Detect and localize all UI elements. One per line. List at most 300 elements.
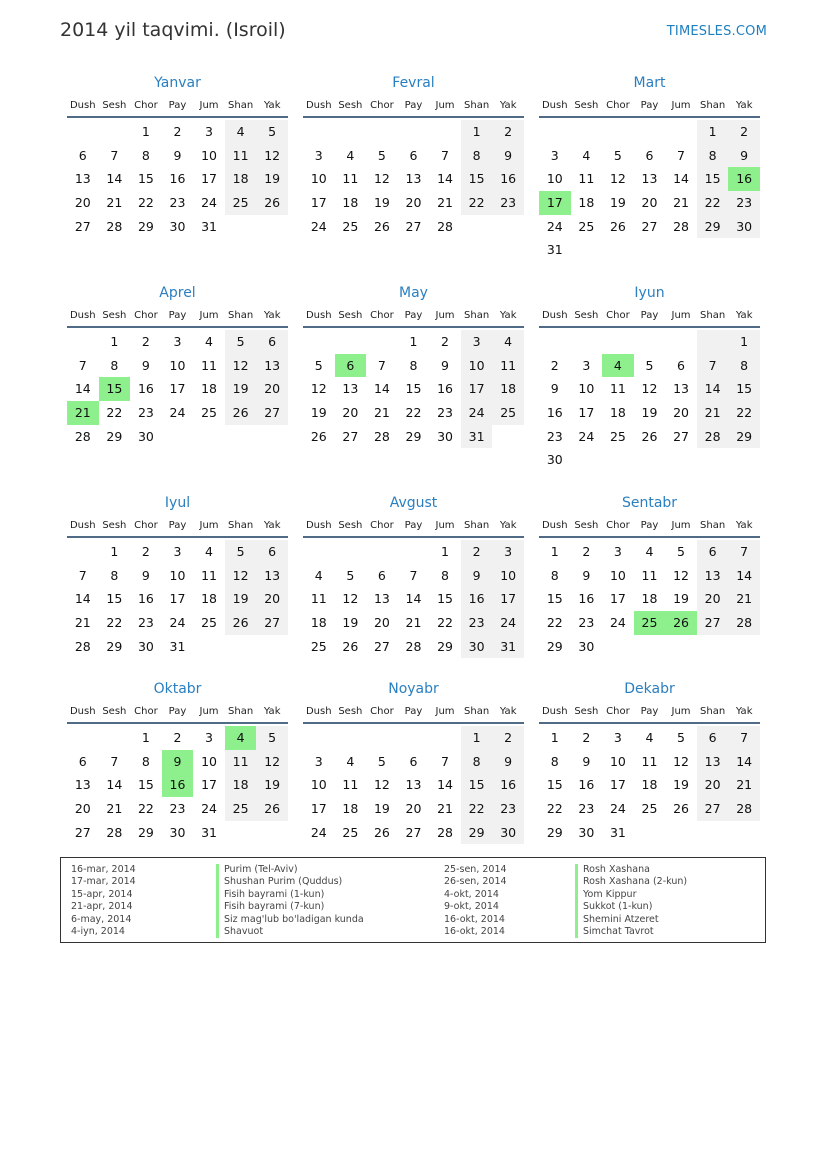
day-cell: 26 bbox=[373, 218, 390, 234]
weekday-label: Jum bbox=[435, 706, 455, 717]
weekday-label: Dush bbox=[305, 310, 332, 321]
weekday-label: Yak bbox=[735, 520, 753, 531]
day-cell: 18 bbox=[609, 405, 626, 421]
day-cell: 25 bbox=[225, 797, 257, 821]
day-cell: 12 bbox=[225, 354, 257, 378]
empty-day-cell bbox=[461, 215, 493, 239]
day-cell: 25 bbox=[201, 615, 217, 631]
empty-day-cell bbox=[429, 726, 461, 750]
empty-day-cell bbox=[602, 120, 634, 144]
weekday-label: Dush bbox=[69, 706, 96, 717]
day-cell: 5 bbox=[225, 330, 257, 354]
holiday-day-cell: 9 bbox=[162, 750, 194, 774]
empty-day-cell bbox=[728, 238, 760, 262]
day-cell: 2 bbox=[582, 730, 591, 745]
weekday-label: Chor bbox=[134, 310, 158, 321]
day-cell: 14 bbox=[437, 777, 453, 793]
day-cell: 21 bbox=[437, 801, 453, 817]
days-grid bbox=[539, 330, 760, 472]
day-cell: 3 bbox=[205, 730, 213, 745]
day-cell: 24 bbox=[578, 428, 595, 444]
day-cell: 18 bbox=[201, 591, 217, 607]
empty-day-cell bbox=[335, 330, 367, 354]
legend-name: Shushan Purim (Quddus) bbox=[224, 876, 343, 888]
day-cell: 11 bbox=[201, 357, 217, 373]
day-cell: 22 bbox=[437, 615, 453, 631]
day-cell: 24 bbox=[169, 615, 186, 631]
legend-date: 6-may, 2014 bbox=[71, 913, 132, 925]
day-cell: 13 bbox=[697, 750, 729, 774]
day-cell: 22 bbox=[106, 615, 123, 631]
day-cell: 4 bbox=[205, 544, 213, 559]
weekday-label: Yak bbox=[499, 100, 517, 111]
empty-day-cell bbox=[728, 635, 760, 659]
day-cell: 24 bbox=[492, 611, 524, 635]
day-cell: 13 bbox=[74, 777, 91, 793]
day-cell: 20 bbox=[405, 801, 422, 817]
day-cell: 31 bbox=[546, 242, 563, 258]
day-cell: 14 bbox=[106, 777, 123, 793]
day-cell: 6 bbox=[645, 147, 654, 163]
month-aprel bbox=[67, 284, 288, 494]
empty-day-cell bbox=[303, 330, 335, 354]
day-cell: 19 bbox=[310, 405, 327, 421]
legend-name: Purim (Tel-Aviv) bbox=[224, 864, 298, 875]
day-cell: 8 bbox=[550, 567, 559, 583]
day-cell: 11 bbox=[492, 354, 524, 378]
empty-day-cell bbox=[665, 635, 697, 659]
month-name: Noyabr bbox=[388, 681, 439, 697]
month-iyun bbox=[539, 284, 760, 494]
day-cell: 5 bbox=[346, 567, 355, 583]
day-cell: 3 bbox=[461, 330, 493, 354]
day-cell: 26 bbox=[373, 824, 390, 840]
day-cell: 9 bbox=[728, 144, 760, 168]
weekday-label: Pay bbox=[168, 706, 187, 717]
holiday-day-cell: 4 bbox=[602, 354, 634, 378]
day-cell: 8 bbox=[461, 750, 493, 774]
holiday-day-cell: 17 bbox=[539, 191, 571, 215]
legend-right-dates bbox=[444, 864, 507, 938]
day-cell: 1 bbox=[141, 124, 150, 139]
day-cell: 17 bbox=[461, 377, 493, 401]
day-cell: 23 bbox=[169, 195, 186, 211]
day-cell: 16 bbox=[578, 591, 595, 607]
day-cell: 22 bbox=[405, 405, 422, 421]
day-cell: 25 bbox=[225, 191, 257, 215]
legend-date: 25-sen, 2014 bbox=[444, 864, 507, 875]
day-cell: 20 bbox=[673, 405, 689, 421]
day-cell: 12 bbox=[673, 567, 689, 583]
day-cell: 10 bbox=[169, 567, 186, 583]
day-cell: 21 bbox=[728, 773, 760, 797]
day-cell: 7 bbox=[409, 567, 418, 583]
day-cell: 10 bbox=[609, 567, 626, 583]
legend-name: Rosh Xashana (2-kun) bbox=[583, 876, 688, 888]
day-cell: 11 bbox=[225, 144, 257, 168]
weekday-label: Dush bbox=[541, 706, 568, 717]
day-cell: 29 bbox=[137, 824, 154, 840]
day-cell: 22 bbox=[546, 801, 563, 817]
day-cell: 17 bbox=[609, 777, 626, 793]
empty-day-cell bbox=[335, 540, 367, 564]
day-cell: 27 bbox=[673, 428, 689, 444]
day-cell: 26 bbox=[256, 797, 288, 821]
day-cell: 27 bbox=[342, 428, 359, 444]
days-grid bbox=[539, 726, 760, 844]
day-cell: 13 bbox=[673, 381, 689, 397]
empty-day-cell bbox=[67, 540, 99, 564]
legend-date: 4-okt, 2014 bbox=[444, 888, 499, 900]
day-cell: 29 bbox=[405, 428, 422, 444]
day-cell: 31 bbox=[201, 824, 217, 840]
day-cell: 7 bbox=[697, 354, 729, 378]
day-cell: 17 bbox=[609, 591, 626, 607]
weekday-label: Chor bbox=[606, 100, 630, 111]
day-cell: 18 bbox=[641, 591, 658, 607]
empty-day-cell bbox=[366, 540, 398, 564]
day-cell: 17 bbox=[310, 801, 327, 817]
day-cell: 15 bbox=[461, 773, 493, 797]
weekday-label: Sesh bbox=[102, 520, 127, 531]
day-cell: 21 bbox=[728, 587, 760, 611]
weekday-label: Dush bbox=[305, 706, 332, 717]
day-cell: 4 bbox=[346, 147, 355, 163]
day-cell: 14 bbox=[728, 564, 760, 588]
day-cell: 20 bbox=[256, 377, 288, 401]
days-grid bbox=[539, 120, 760, 262]
day-cell: 14 bbox=[728, 750, 760, 774]
day-cell: 20 bbox=[641, 195, 658, 211]
day-cell: 6 bbox=[697, 726, 729, 750]
weekday-label: Jum bbox=[199, 520, 219, 531]
month-mart bbox=[539, 74, 760, 284]
day-cell: 12 bbox=[342, 591, 359, 607]
legend-left-dates bbox=[71, 864, 136, 938]
days-grid bbox=[67, 726, 288, 844]
weekday-label: Sesh bbox=[102, 706, 127, 717]
day-cell: 16 bbox=[578, 777, 595, 793]
empty-day-cell bbox=[303, 120, 335, 144]
day-cell: 29 bbox=[697, 215, 729, 239]
day-cell: 10 bbox=[169, 357, 186, 373]
day-cell: 12 bbox=[373, 171, 390, 187]
empty-day-cell bbox=[366, 726, 398, 750]
legend-name: Shavuot bbox=[224, 925, 264, 937]
day-cell: 2 bbox=[492, 726, 524, 750]
empty-day-cell bbox=[571, 120, 603, 144]
day-cell: 13 bbox=[256, 564, 288, 588]
month-dekabr bbox=[539, 680, 760, 860]
weekday-label: Sesh bbox=[102, 100, 127, 111]
weekday-label: Dush bbox=[305, 520, 332, 531]
day-cell: 9 bbox=[582, 753, 591, 769]
weekday-label: Jum bbox=[435, 100, 455, 111]
weekday-label: Chor bbox=[370, 520, 394, 531]
day-cell: 22 bbox=[106, 405, 123, 421]
weekday-label: Chor bbox=[134, 706, 158, 717]
weekday-label: Shan bbox=[464, 706, 490, 717]
day-cell: 21 bbox=[405, 615, 422, 631]
day-cell: 7 bbox=[441, 753, 449, 769]
holiday-day-cell: 15 bbox=[99, 377, 131, 401]
day-cell: 11 bbox=[609, 381, 626, 397]
day-cell: 7 bbox=[78, 357, 87, 373]
day-cell: 5 bbox=[613, 147, 622, 163]
empty-day-cell bbox=[162, 425, 194, 449]
weekday-label: Dush bbox=[541, 520, 568, 531]
weekday-label: Sesh bbox=[338, 706, 363, 717]
weekday-label: Yak bbox=[263, 706, 281, 717]
day-cell: 18 bbox=[342, 195, 359, 211]
empty-day-cell bbox=[225, 821, 257, 845]
day-cell: 3 bbox=[550, 147, 559, 163]
day-cell: 3 bbox=[613, 730, 622, 745]
day-cell: 3 bbox=[613, 544, 622, 559]
day-cell: 6 bbox=[78, 147, 87, 163]
day-cell: 20 bbox=[74, 195, 91, 211]
month-may bbox=[303, 284, 524, 494]
day-cell: 15 bbox=[461, 167, 493, 191]
empty-day-cell bbox=[366, 120, 398, 144]
day-cell: 11 bbox=[641, 567, 658, 583]
weekday-header bbox=[303, 515, 524, 538]
days-grid bbox=[303, 330, 524, 448]
day-cell: 4 bbox=[582, 147, 591, 163]
legend-name: Rosh Xashana bbox=[583, 864, 650, 875]
day-cell: 1 bbox=[110, 544, 119, 559]
day-cell: 30 bbox=[578, 824, 595, 840]
day-cell: 28 bbox=[697, 425, 729, 449]
empty-day-cell bbox=[67, 120, 99, 144]
day-cell: 11 bbox=[578, 171, 595, 187]
day-cell: 17 bbox=[310, 195, 327, 211]
day-cell: 15 bbox=[137, 777, 154, 793]
day-cell: 21 bbox=[373, 405, 390, 421]
day-cell: 31 bbox=[461, 425, 493, 449]
day-cell: 24 bbox=[609, 801, 626, 817]
day-cell: 29 bbox=[461, 821, 493, 845]
day-cell: 17 bbox=[169, 591, 186, 607]
day-cell: 16 bbox=[137, 381, 154, 397]
day-cell: 26 bbox=[641, 428, 658, 444]
weekday-label: Pay bbox=[404, 520, 423, 531]
day-cell: 12 bbox=[256, 750, 288, 774]
legend-date: 15-apr, 2014 bbox=[71, 888, 133, 900]
days-grid bbox=[303, 120, 524, 238]
day-cell: 27 bbox=[74, 218, 91, 234]
empty-day-cell bbox=[571, 448, 603, 472]
holiday-day-cell: 21 bbox=[67, 401, 99, 425]
day-cell: 30 bbox=[492, 821, 524, 845]
brand-link[interactable]: TIMESLES.COM bbox=[666, 24, 767, 39]
month-name: Iyun bbox=[634, 285, 665, 301]
day-cell: 13 bbox=[405, 171, 422, 187]
month-oktabr bbox=[67, 680, 288, 860]
weekday-label: Pay bbox=[168, 520, 187, 531]
empty-day-cell bbox=[225, 215, 257, 239]
weekday-label: Jum bbox=[671, 520, 691, 531]
day-cell: 7 bbox=[677, 147, 685, 163]
day-cell: 29 bbox=[546, 824, 563, 840]
weekday-label: Yak bbox=[263, 310, 281, 321]
day-cell: 22 bbox=[546, 615, 563, 631]
empty-day-cell bbox=[99, 120, 131, 144]
day-cell: 25 bbox=[201, 405, 217, 421]
legend-date: 16-okt, 2014 bbox=[444, 913, 505, 925]
weekday-label: Yak bbox=[735, 100, 753, 111]
day-cell: 1 bbox=[550, 544, 559, 559]
empty-day-cell bbox=[225, 425, 257, 449]
weekday-label: Sesh bbox=[574, 310, 599, 321]
empty-day-cell bbox=[697, 821, 729, 845]
legend-date: 16-okt, 2014 bbox=[444, 925, 505, 937]
empty-day-cell bbox=[634, 635, 666, 659]
day-cell: 23 bbox=[578, 801, 595, 817]
day-cell: 2 bbox=[728, 120, 760, 144]
empty-day-cell bbox=[335, 120, 367, 144]
day-cell: 8 bbox=[110, 357, 119, 373]
day-cell: 24 bbox=[169, 405, 186, 421]
weekday-label: Jum bbox=[671, 100, 691, 111]
day-cell: 2 bbox=[441, 334, 449, 349]
day-cell: 27 bbox=[373, 638, 390, 654]
month-name: May bbox=[399, 285, 428, 301]
day-cell: 4 bbox=[492, 330, 524, 354]
day-cell: 28 bbox=[106, 218, 123, 234]
weekday-header bbox=[67, 515, 288, 538]
day-cell: 31 bbox=[169, 638, 186, 654]
day-cell: 8 bbox=[141, 753, 150, 769]
day-cell: 15 bbox=[106, 591, 123, 607]
day-cell: 20 bbox=[697, 773, 729, 797]
empty-day-cell bbox=[256, 425, 288, 449]
day-cell: 5 bbox=[377, 753, 386, 769]
holiday-day-cell: 16 bbox=[162, 773, 194, 797]
day-cell: 19 bbox=[673, 777, 689, 793]
day-cell: 6 bbox=[677, 357, 685, 373]
day-cell: 10 bbox=[492, 564, 524, 588]
empty-day-cell bbox=[665, 448, 697, 472]
weekday-label: Sesh bbox=[338, 520, 363, 531]
day-cell: 7 bbox=[441, 147, 449, 163]
month-name: Mart bbox=[633, 75, 666, 91]
page-title: 2014 yil taqvimi. (Isroil) bbox=[60, 19, 286, 41]
day-cell: 3 bbox=[582, 357, 591, 373]
legend-left-names bbox=[216, 864, 364, 938]
day-cell: 3 bbox=[205, 124, 213, 139]
day-cell: 28 bbox=[728, 797, 760, 821]
day-cell: 6 bbox=[409, 147, 418, 163]
day-cell: 8 bbox=[550, 753, 559, 769]
day-cell: 2 bbox=[173, 124, 182, 139]
day-cell: 9 bbox=[141, 357, 150, 373]
month-yanvar bbox=[67, 74, 288, 284]
weekday-label: Chor bbox=[134, 520, 158, 531]
empty-day-cell bbox=[492, 425, 524, 449]
day-cell: 19 bbox=[342, 615, 359, 631]
weekday-label: Chor bbox=[134, 100, 158, 111]
empty-day-cell bbox=[398, 120, 430, 144]
day-cell: 15 bbox=[405, 381, 422, 397]
day-cell: 2 bbox=[461, 540, 493, 564]
weekday-label: Yak bbox=[499, 310, 517, 321]
day-cell: 12 bbox=[673, 753, 689, 769]
day-cell: 22 bbox=[137, 801, 154, 817]
day-cell: 25 bbox=[578, 218, 595, 234]
day-cell: 25 bbox=[641, 801, 658, 817]
day-cell: 20 bbox=[342, 405, 359, 421]
day-cell: 27 bbox=[641, 218, 658, 234]
day-cell: 13 bbox=[74, 171, 91, 187]
holiday-day-cell: 16 bbox=[728, 167, 760, 191]
month-iyul bbox=[67, 494, 288, 680]
day-cell: 7 bbox=[377, 357, 386, 373]
weekday-label: Pay bbox=[168, 100, 187, 111]
month-name: Fevral bbox=[392, 75, 435, 91]
day-cell: 29 bbox=[437, 638, 453, 654]
day-cell: 26 bbox=[609, 218, 626, 234]
weekday-label: Shan bbox=[700, 100, 726, 111]
day-cell: 23 bbox=[437, 405, 453, 421]
month-sentabr bbox=[539, 494, 760, 680]
day-cell: 2 bbox=[141, 544, 150, 559]
empty-day-cell bbox=[634, 448, 666, 472]
day-cell: 20 bbox=[373, 615, 390, 631]
day-cell: 3 bbox=[492, 540, 524, 564]
day-cell: 7 bbox=[728, 540, 760, 564]
weekday-header bbox=[539, 701, 760, 724]
weekday-label: Shan bbox=[464, 520, 490, 531]
day-cell: 17 bbox=[201, 171, 217, 187]
weekday-label: Shan bbox=[700, 310, 726, 321]
day-cell: 18 bbox=[342, 801, 359, 817]
day-cell: 12 bbox=[609, 171, 626, 187]
day-cell: 7 bbox=[110, 147, 119, 163]
day-cell: 17 bbox=[169, 381, 186, 397]
weekday-label: Chor bbox=[606, 310, 630, 321]
day-cell: 6 bbox=[409, 753, 418, 769]
legend-name: Fisih bayrami (1-kun) bbox=[224, 888, 325, 900]
weekday-label: Jum bbox=[435, 520, 455, 531]
weekday-header bbox=[539, 515, 760, 538]
day-cell: 8 bbox=[110, 567, 119, 583]
day-cell: 19 bbox=[256, 773, 288, 797]
day-cell: 29 bbox=[728, 425, 760, 449]
day-cell: 24 bbox=[310, 218, 327, 234]
empty-day-cell bbox=[571, 238, 603, 262]
day-cell: 15 bbox=[546, 777, 563, 793]
day-cell: 28 bbox=[74, 638, 91, 654]
empty-day-cell bbox=[366, 330, 398, 354]
day-cell: 4 bbox=[645, 544, 654, 559]
day-cell: 13 bbox=[342, 381, 359, 397]
day-cell: 14 bbox=[74, 381, 91, 397]
day-cell: 4 bbox=[225, 120, 257, 144]
day-cell: 14 bbox=[74, 591, 91, 607]
day-cell: 14 bbox=[697, 377, 729, 401]
day-cell: 15 bbox=[728, 377, 760, 401]
day-cell: 23 bbox=[546, 428, 563, 444]
months-grid bbox=[67, 74, 761, 860]
day-cell: 23 bbox=[137, 615, 154, 631]
day-cell: 1 bbox=[461, 726, 493, 750]
weekday-label: Chor bbox=[606, 706, 630, 717]
empty-day-cell bbox=[539, 330, 571, 354]
empty-day-cell bbox=[303, 540, 335, 564]
day-cell: 5 bbox=[677, 730, 685, 745]
day-cell: 17 bbox=[201, 777, 217, 793]
